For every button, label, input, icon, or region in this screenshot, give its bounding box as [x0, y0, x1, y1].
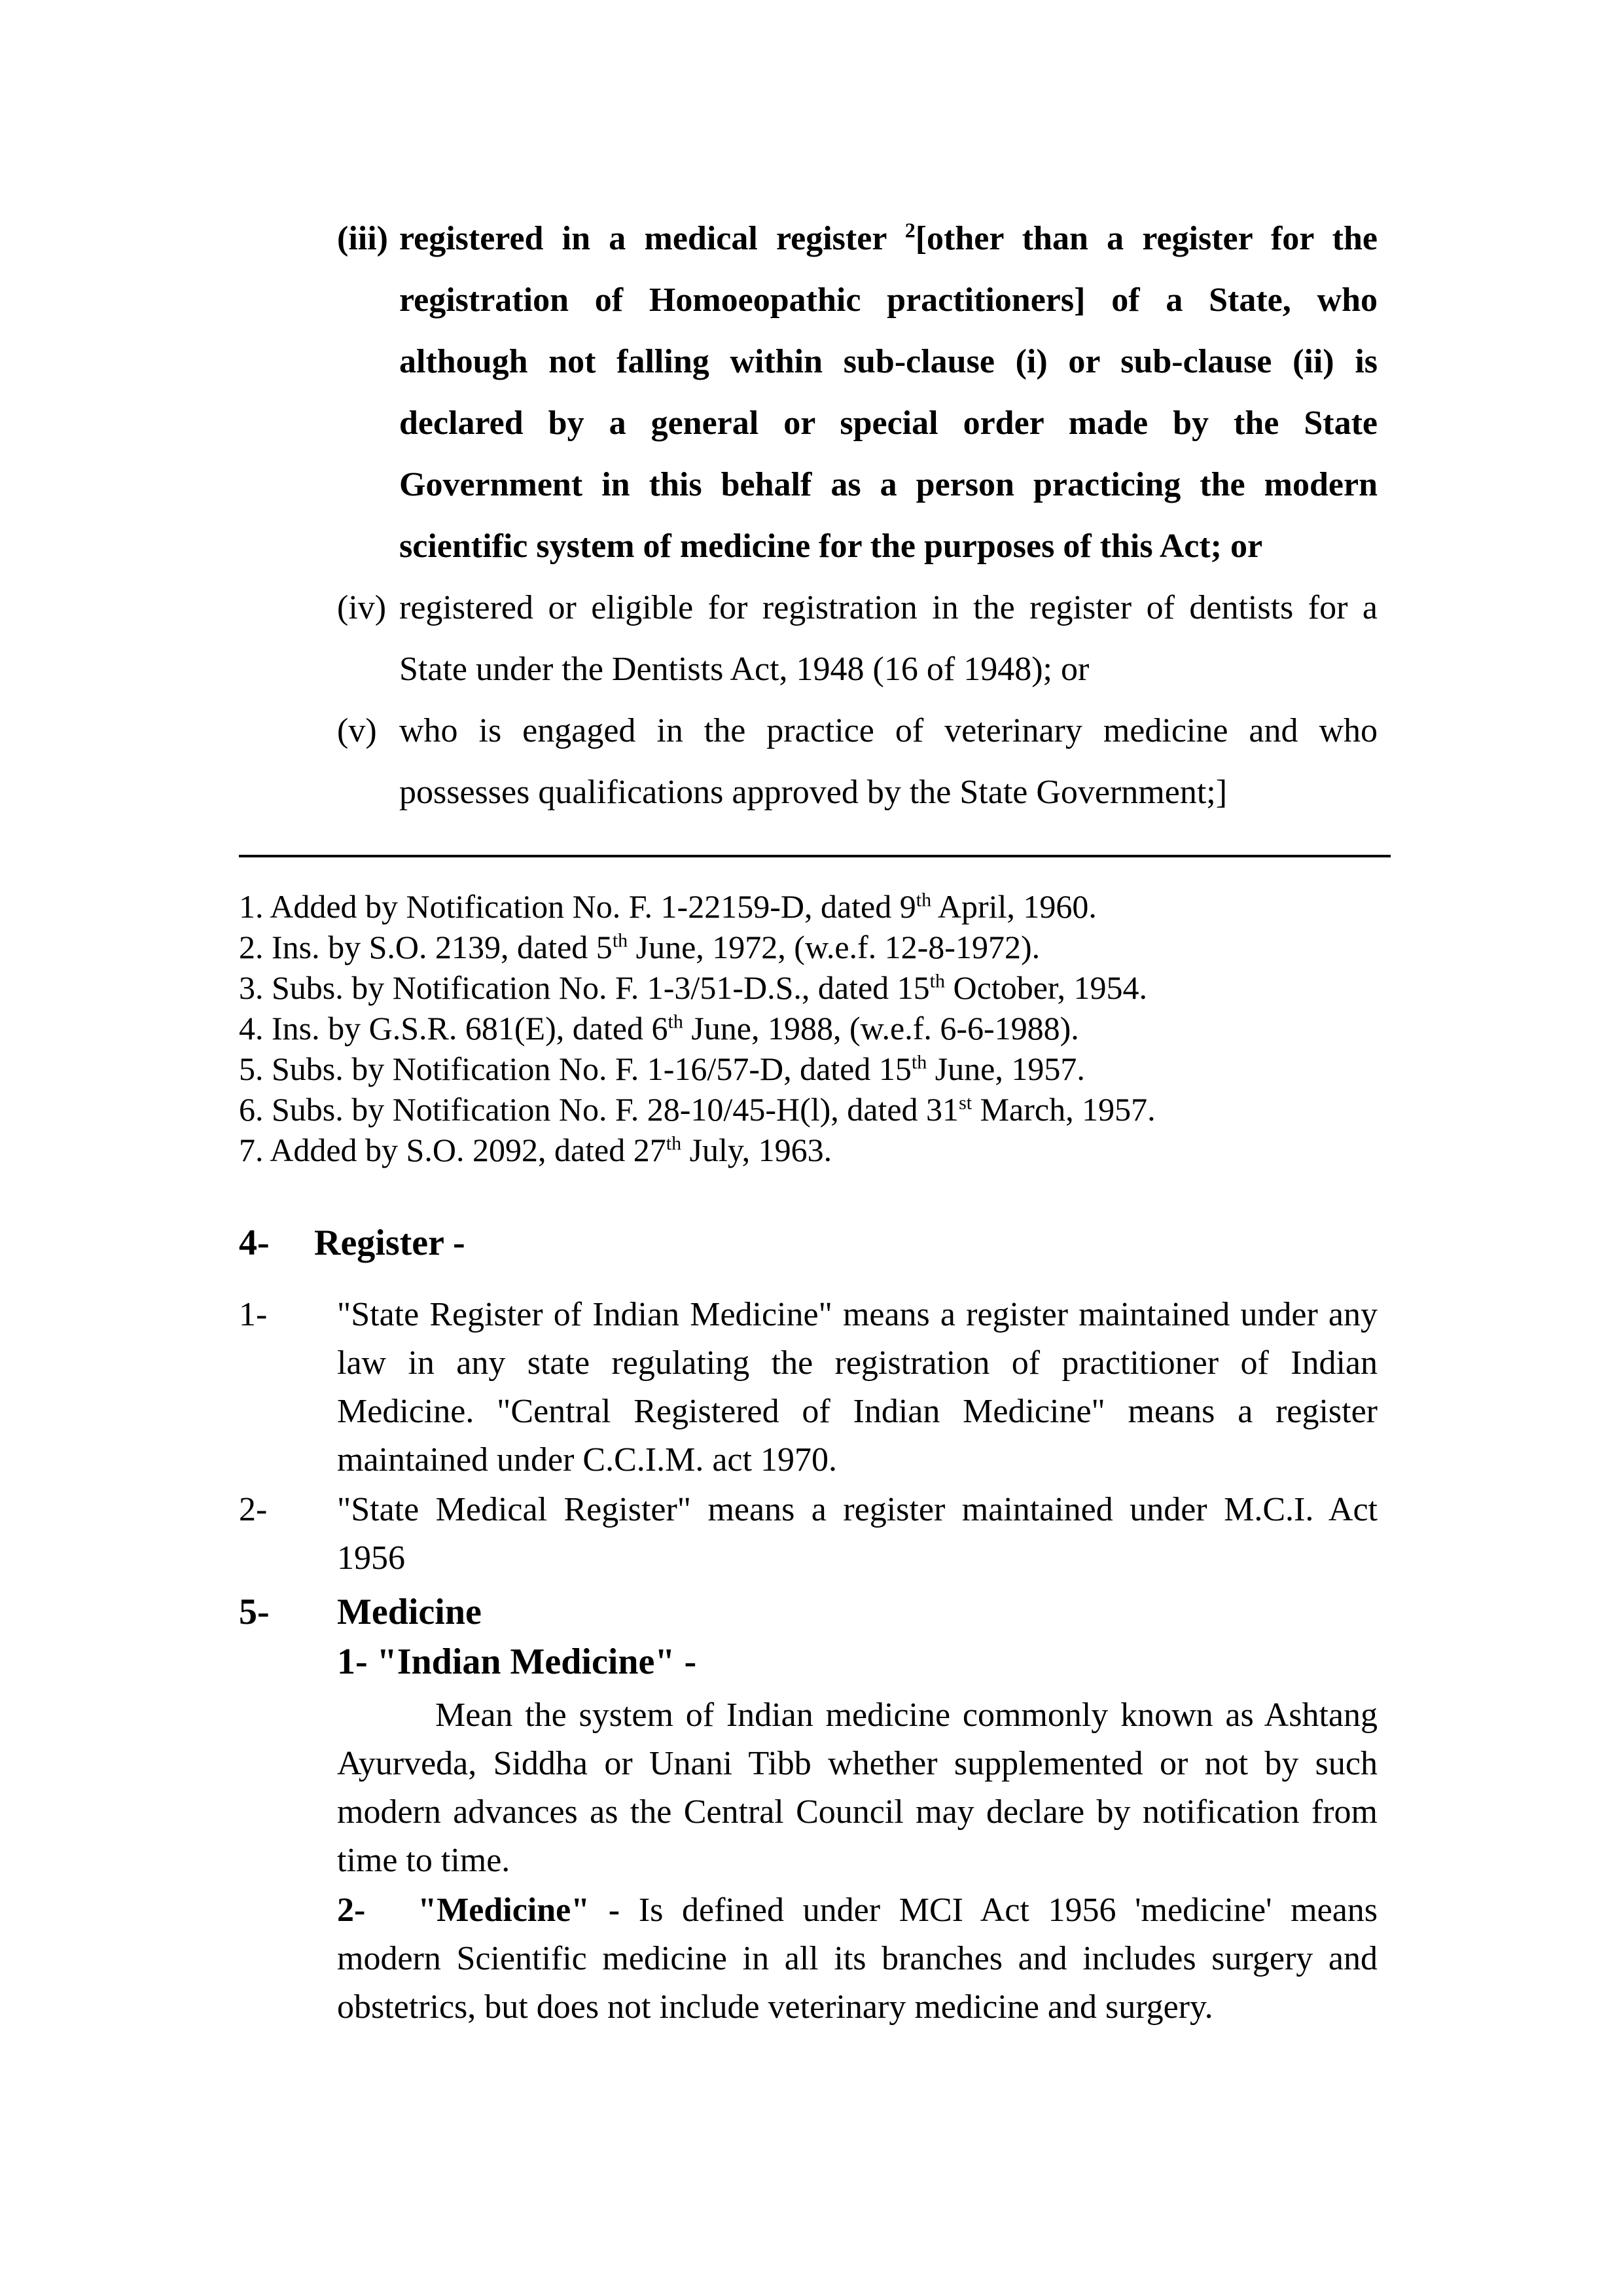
clause-text: registered or eligible for registration in the register of dentists for a State under the Dentists Act, 1948 (16 of 1948); or: [399, 589, 1378, 688]
footnote: 4. Ins. by G.S.R. 681(E), dated 6th June, 1988, (w.e.f. 6-6-1988).: [239, 1010, 1079, 1047]
clause-number: (iii): [337, 220, 388, 257]
footnote: 6. Subs. by Notification No. F. 28-10/45-H(l), dated 31st March, 1957.: [239, 1091, 1156, 1128]
clause-text: [other than a register for the registration of Homoeopathic practitioners] of a State, who although not falling within sub-clause (i) or sub-clause (ii) is declared by a general or special order made by the State Government in this behalf as a person practicing the modern scientific system of medicine for the purposes of this Act; or: [399, 220, 1378, 565]
section-4-heading: [239, 1221, 465, 1265]
item-text: "State Register of Indian Medicine" means a register maintained under any law in any state regulating the registration of practitioner of Indian Medicine. "Central Registered of Indian Medicine" means a register maintained under C.C.I.M. act 1970.: [337, 1296, 1378, 1479]
defined-term: "Medicine" -: [418, 1892, 620, 1929]
footnote: 5. Subs. by Notification No. F. 1-16/57-D, dated 15th June, 1957.: [239, 1050, 1085, 1087]
footnote: 1. Added by Notification No. F. 1-22159-D, dated 9th April, 1960.: [239, 888, 1097, 925]
clause-number: (iv): [337, 589, 387, 626]
definition-text: Mean the system of Indian medicine commonly known as Ashtang Ayurveda, Siddha or Unani Tibb whether supplemented or not by such modern advances as the Central Council may declare by notification from time to time.: [337, 1696, 1378, 1879]
register-definition-2: [239, 1486, 1378, 1583]
clause-number: (v): [337, 712, 377, 749]
section-number: 5-: [239, 1592, 270, 1632]
indian-medicine-heading: 1- "Indian Medicine" -: [337, 1641, 697, 1682]
indian-medicine-definition: [337, 1691, 1378, 1885]
item-number: 1-: [239, 1296, 268, 1333]
clause-v: [337, 700, 1378, 823]
item-text: "State Medical Register" means a register maintained under M.C.I. Act 1956: [337, 1491, 1378, 1577]
clause-iv: [337, 577, 1378, 700]
footnote: 2. Ins. by S.O. 2139, dated 5th June, 1972, (w.e.f. 12-8-1972).: [239, 929, 1041, 965]
register-definition-1: [239, 1291, 1378, 1484]
footnote-divider: [239, 855, 1391, 857]
footnote-ref: 2: [904, 218, 916, 242]
clause-text-lead: registered in a medical register: [399, 220, 905, 257]
footnote: 7. Added by S.O. 2092, dated 27th July, 1963.: [239, 1132, 832, 1168]
sub-clauses: [337, 208, 1378, 823]
definition-text: Is defined under MCI Act 1956 'medicine' means modern Scientific medicine in all its branches and includes surgery and obstetrics, but does not include veterinary medicine and surgery.: [337, 1892, 1378, 2026]
clause-text: who is engaged in the practice of veterinary medicine and who possesses qualifications approved by the State Government;]: [399, 712, 1378, 811]
footnotes: [239, 886, 1391, 1170]
section-5-heading: [239, 1590, 482, 1634]
section-title: Medicine: [337, 1592, 482, 1632]
item-number: 2-: [239, 1491, 268, 1528]
footnote: 3. Subs. by Notification No. F. 1-3/51-D.S., dated 15th October, 1954.: [239, 969, 1148, 1006]
subsection-number: 2-: [337, 1892, 366, 1929]
clause-iii: [337, 208, 1378, 577]
medicine-definition: [337, 1886, 1378, 2032]
section-number: 4-: [239, 1223, 270, 1263]
section-title: Register -: [314, 1223, 465, 1263]
